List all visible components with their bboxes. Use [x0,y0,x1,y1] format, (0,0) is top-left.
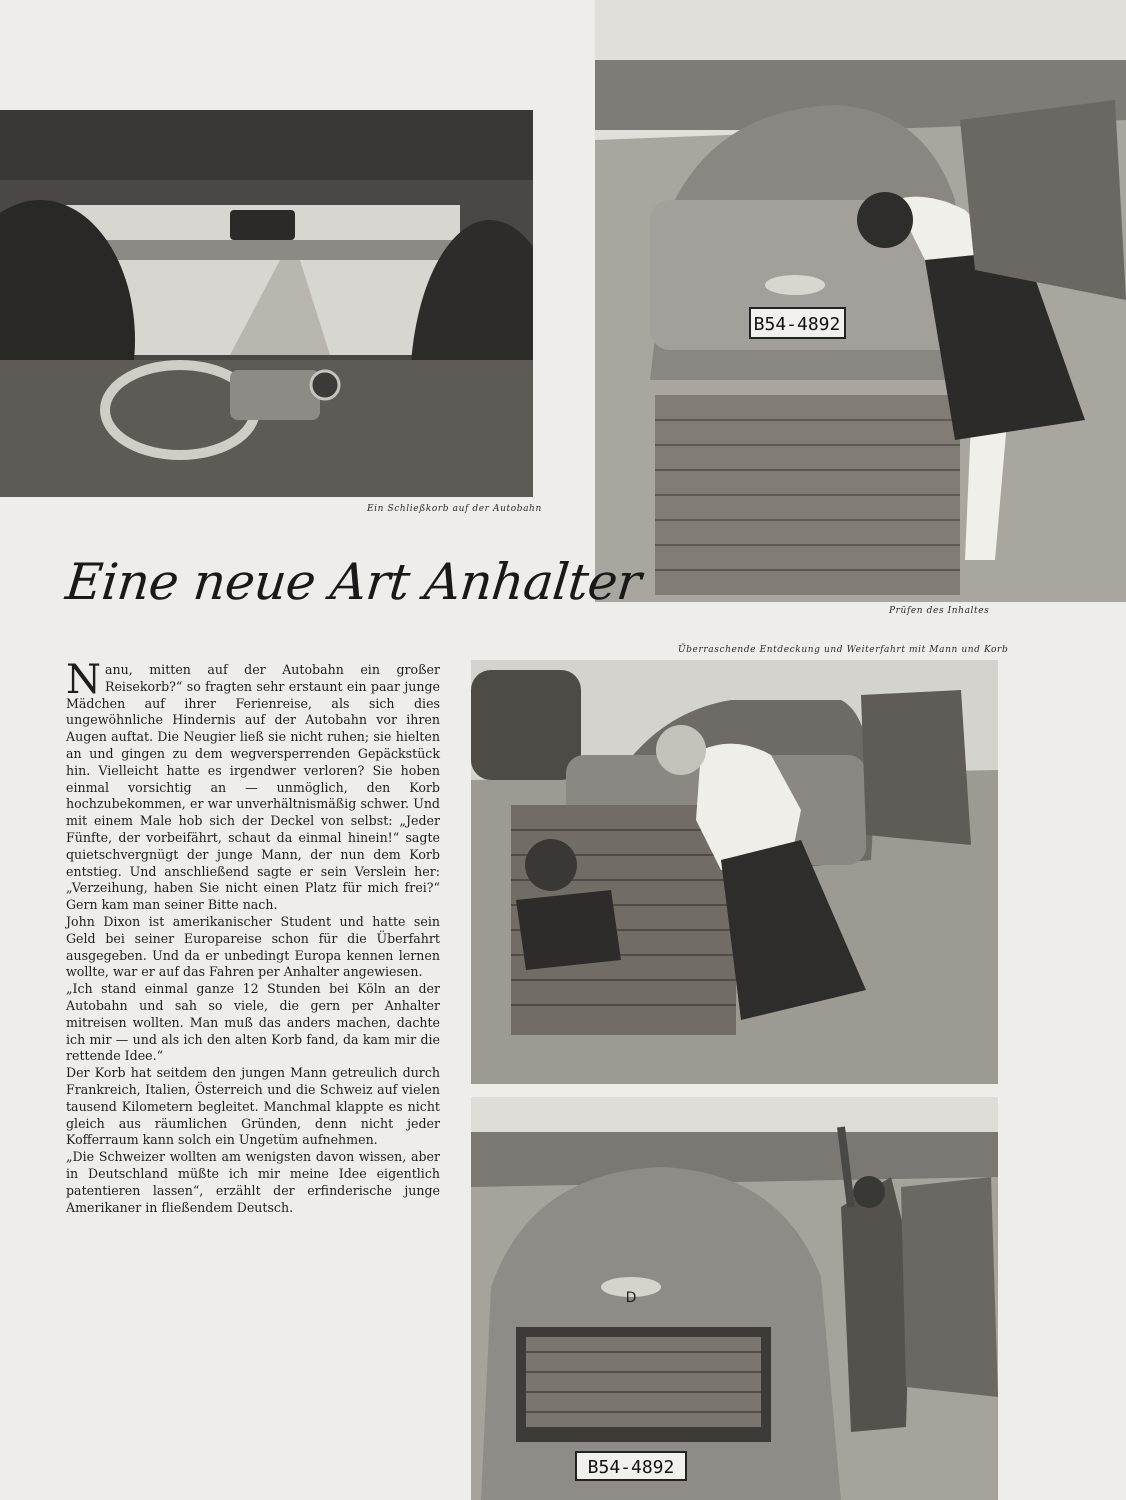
photo-man-in-basket-image [471,660,998,1084]
headline: Eine neue Art Anhalter [62,553,644,611]
photo-checking-basket [595,0,1126,602]
article-paragraph-1-text: anu, mitten auf der Autobahn ein großer Reisekorb?“ so fragten sehr erstaunt ein paar junge Mädchen auf ihrer Ferienreise, als sich dies ungewöhnliche Hindernis auf der Autobahn vor ihren Augen auftat. Die Neugier ließ sie nicht ruhen; sie hielten an und gingen zu dem wegversperrenden Gepäckstück hin. Vielleicht hatte es irgendwer verloren? Sie hoben einmal vorsichtig an — unmöglich, den Korb hochzubekommen, er war unverhältnismäßig schwer. Und mit einem Male hob sich der Deckel von selbst: „Jeder Fünfte, der vorbeifährt, schaut da einmal hinein!“ sagte quietschvergnügt der junge Mann, der nun dem Korb entstieg. Und anschließend sagte er sein Verslein her: „Verzeihung, haben Sie nicht einen Platz für mich frei?“ Gern kam man seiner Bitte nach. [66,662,440,913]
license-plate-1: B54-4892 [753,314,841,335]
photo-basket-in-trunk-image [471,1097,998,1500]
article-paragraph-3: „Ich stand einmal ganze 12 Stunden bei Köln an der Autobahn und sah so viele, die gern per Anhalter mitreisen wollten. Man muß das anders machen, dachte ich mir — und als ich den alten Korb fand, da kam mir die rettende Idee.“ [66,981,440,1064]
drop-cap: N [66,657,101,703]
car-badge: D [625,1290,637,1306]
caption-photo-1: Ein Schließkorb auf der Autobahn [367,504,542,514]
article-body [66,657,440,1216]
article-paragraph-2: John Dixon ist amerikanischer Student und hatte sein Geld bei seiner Europareise schon für die Überfahrt ausgegeben. Und da er unbedingt Europa kennen lernen wollte, war er auf das Fahren per Anhalter angewiesen. [66,913,440,980]
photo-man-in-basket [471,660,998,1084]
article-paragraph-5: „Die Schweizer wollten am wenigsten davon wissen, aber in Deutschland müßte ich mir meine Idee eigentlich patentieren lassen“, erzählt der erfinderische junge Amerikaner in fließendem Deutsch. [66,1149,440,1215]
photo-checking-basket-image [595,0,1126,602]
article-paragraph-4: Der Korb hat seitdem den jungen Mann getreulich durch Frankreich, Italien, Österreich und die Schweiz auf vielen tausend Kilometern begleitet. Manchmal klappte es nicht gleich aus räumlichen Gründen, denn nicht jeder Kofferraum kann solch ein Ungetüm aufnehmen. [66,1065,440,1148]
photo-car-interior-image [0,110,533,497]
license-plate-2: B54-4892 [587,1457,675,1478]
photo-basket-in-trunk [471,1097,998,1500]
caption-photo-3: Überraschende Entdeckung und Weiterfahrt mit Mann und Korb [678,645,1009,655]
article-paragraph-1 [66,657,440,914]
photo-car-interior [0,110,533,497]
caption-photo-2: Prüfen des Inhaltes [889,606,990,616]
